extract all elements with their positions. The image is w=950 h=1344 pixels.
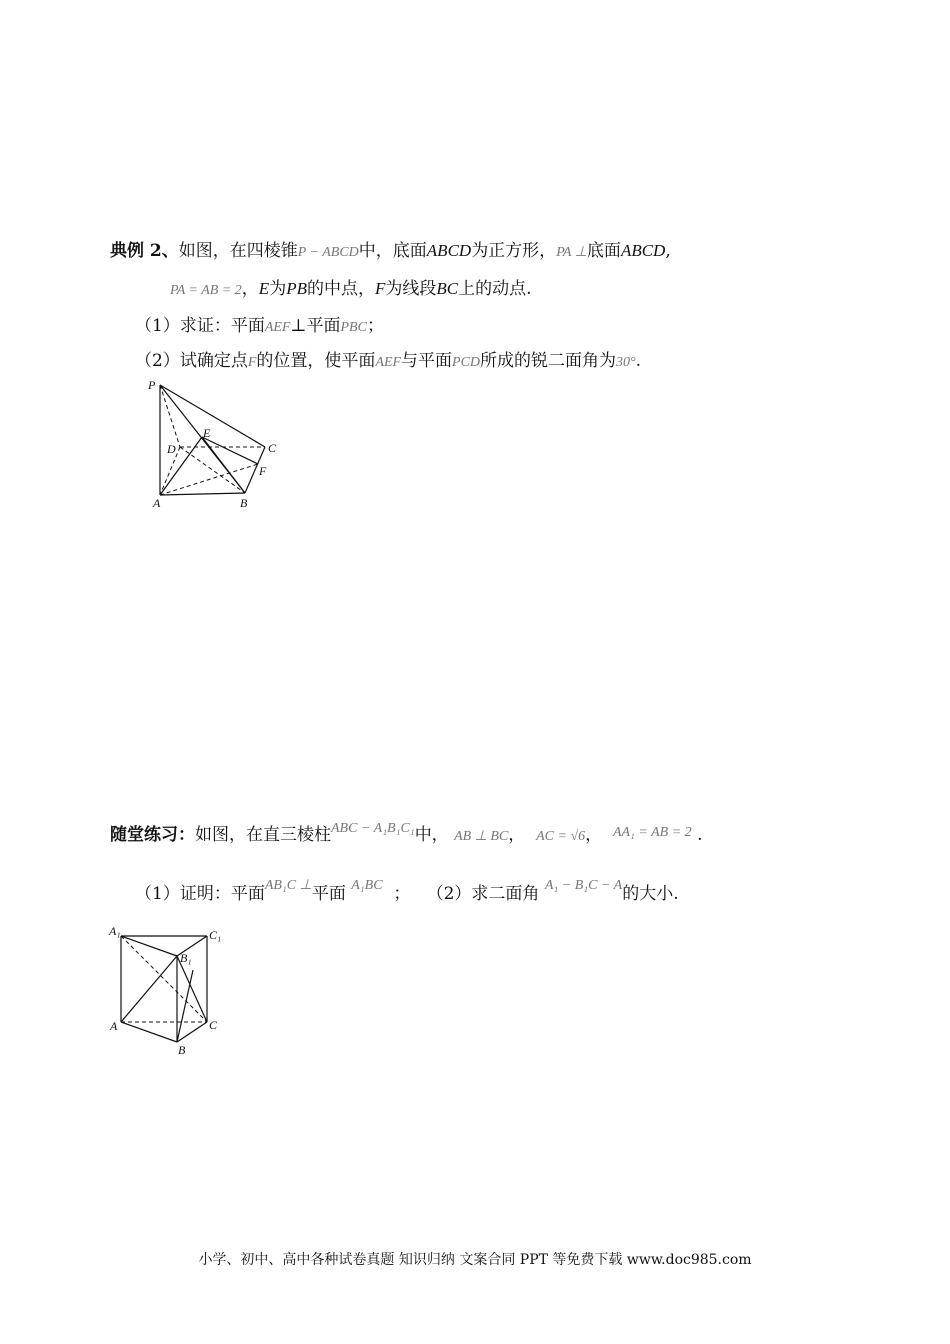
text: 上的动点. bbox=[458, 279, 532, 299]
label-D: D bbox=[167, 442, 176, 456]
example2-line1 bbox=[110, 236, 671, 261]
math: ABCD bbox=[620, 241, 666, 260]
text: . bbox=[697, 825, 703, 845]
practice-questions bbox=[135, 879, 679, 904]
edge-EF bbox=[202, 437, 258, 464]
math: E bbox=[258, 279, 270, 298]
math: AB ⊥ BC bbox=[454, 829, 509, 844]
text: 与平面 bbox=[401, 351, 453, 371]
text: ； bbox=[393, 884, 411, 904]
math: A₁ − B₁C − A bbox=[544, 878, 623, 893]
label-B: B bbox=[178, 1043, 186, 1057]
math: BC bbox=[436, 279, 459, 298]
math: 30° bbox=[616, 355, 636, 370]
text: 的位置，使平面 bbox=[256, 351, 376, 371]
text: ， bbox=[585, 825, 603, 845]
math: PA ⊥ bbox=[556, 245, 587, 260]
example2-question1 bbox=[135, 311, 384, 336]
math: F bbox=[374, 279, 386, 298]
pyramid-figure bbox=[140, 375, 290, 515]
example2-question2 bbox=[135, 346, 641, 371]
text: （1）证明：平面 bbox=[135, 884, 265, 904]
math: PCD bbox=[452, 355, 481, 370]
label-P: P bbox=[148, 378, 156, 392]
math: PB bbox=[286, 279, 307, 298]
math: P − ABCD bbox=[297, 245, 359, 260]
edge-AB1 bbox=[121, 956, 177, 1022]
math: AC = √6 bbox=[536, 829, 586, 844]
text: 的大小. bbox=[622, 884, 679, 904]
practice-line1 bbox=[110, 820, 702, 845]
text: , bbox=[665, 241, 671, 261]
label-B1: B₁ bbox=[180, 951, 192, 965]
text: . bbox=[635, 351, 642, 371]
example2-line2 bbox=[170, 274, 532, 299]
edge-EB bbox=[202, 437, 245, 493]
text: 为 bbox=[269, 279, 287, 299]
edge-AB bbox=[121, 1022, 177, 1042]
edge-PC bbox=[160, 385, 265, 447]
text: （2）求二面角 bbox=[426, 884, 540, 904]
label-C: C bbox=[209, 1018, 218, 1032]
text: 如图，在四棱锥 bbox=[178, 241, 298, 261]
math: PBC bbox=[340, 320, 367, 335]
text: 为正方形， bbox=[471, 241, 557, 261]
edge-A1C bbox=[121, 936, 207, 1022]
math: ABCD bbox=[426, 241, 472, 260]
edge-PD bbox=[160, 385, 180, 447]
text: 如图，在直三棱柱 bbox=[195, 825, 331, 845]
example2-heading: 典例 2、 bbox=[110, 241, 179, 261]
label-B: B bbox=[240, 496, 248, 510]
edge-AB bbox=[160, 493, 245, 495]
footer: 小学、初中、高中各种试卷真题 知识归纳 文案合同 PPT 等免费下载 www.doc985.com bbox=[198, 1252, 752, 1268]
math: ABC − A₁B₁C₁ bbox=[331, 821, 415, 836]
text: （2）试确定点 bbox=[135, 351, 248, 371]
math: PA = AB = 2 bbox=[170, 283, 242, 298]
edge-B1C bbox=[177, 956, 207, 1022]
text: 中，底面 bbox=[358, 241, 427, 261]
text: ， bbox=[508, 825, 526, 845]
text: 中， bbox=[414, 825, 449, 845]
math: AA₁ = AB = 2 bbox=[612, 825, 692, 840]
label-C: C bbox=[268, 441, 277, 455]
edge-A1B1 bbox=[121, 936, 177, 956]
math: AB₁C ⊥ bbox=[264, 878, 312, 893]
label-A: A bbox=[110, 1019, 118, 1033]
label-A1: A₁ bbox=[109, 924, 121, 938]
practice-heading: 随堂练习： bbox=[110, 825, 195, 845]
text: 底面 bbox=[586, 241, 621, 261]
label-E: E bbox=[203, 426, 211, 440]
math: AEF bbox=[264, 320, 291, 335]
label-C1: C₁ bbox=[209, 928, 222, 942]
math: AEF bbox=[375, 355, 402, 370]
label-F: F bbox=[259, 464, 267, 478]
text: ； bbox=[366, 316, 384, 336]
text: 平面 bbox=[311, 884, 346, 904]
label-A: A bbox=[153, 496, 161, 510]
text: ， bbox=[241, 279, 259, 299]
text: （1）求证：平面 bbox=[135, 316, 265, 336]
text: ⊥平面 bbox=[290, 316, 341, 336]
text: 为线段 bbox=[385, 279, 437, 299]
math: A₁BC bbox=[351, 878, 383, 893]
edge-BC bbox=[177, 1022, 207, 1042]
math: F bbox=[247, 355, 257, 370]
prism-figure bbox=[105, 922, 230, 1062]
text: 的中点， bbox=[306, 279, 375, 299]
text: 所成的锐二面角为 bbox=[480, 351, 617, 371]
